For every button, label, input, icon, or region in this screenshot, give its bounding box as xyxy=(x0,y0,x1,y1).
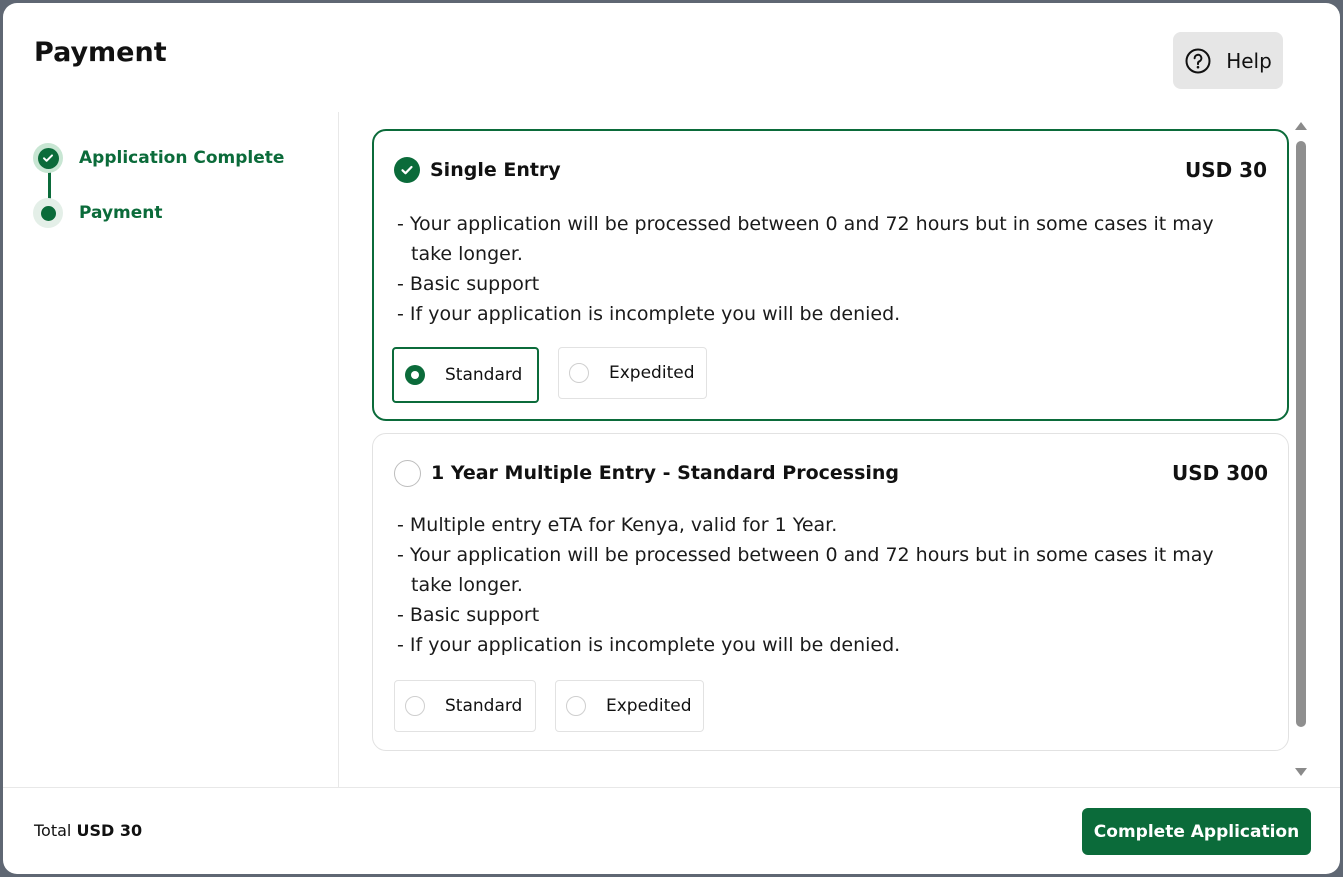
scroll-up-arrow-icon[interactable] xyxy=(1295,122,1307,130)
step-current-marker xyxy=(33,198,63,228)
step-label: Application Complete xyxy=(79,148,285,168)
plan-title: 1 Year Multiple Entry - Standard Processing xyxy=(431,462,900,484)
plan-price: USD 300 xyxy=(1172,461,1268,485)
plan-title: Single Entry xyxy=(430,159,561,181)
plan-features xyxy=(397,209,1247,329)
radio-empty-icon xyxy=(566,696,586,716)
order-total xyxy=(34,821,142,840)
help-button[interactable] xyxy=(1173,32,1283,89)
step-complete-marker xyxy=(33,143,63,173)
option-label: Expedited xyxy=(606,696,692,716)
check-icon xyxy=(42,152,54,164)
step-application-complete xyxy=(33,143,284,173)
complete-application-button[interactable]: Complete Application xyxy=(1082,808,1311,855)
payment-dialog xyxy=(3,3,1340,874)
help-label: Help xyxy=(1226,48,1272,73)
option-label: Standard xyxy=(445,365,523,385)
page-title: Payment xyxy=(34,37,167,68)
step-payment xyxy=(33,198,163,228)
radio-empty-icon xyxy=(569,363,589,383)
feature-item: - Your application will be processed between 0 and 72 hours but in some cases it may take longer. xyxy=(397,544,1214,596)
option-standard[interactable] xyxy=(392,347,539,403)
step-label: Payment xyxy=(79,203,163,223)
plan-features xyxy=(397,510,1247,660)
total-label: Total xyxy=(34,821,77,840)
plan-card-multiple-entry[interactable] xyxy=(372,433,1289,751)
option-expedited[interactable] xyxy=(555,680,704,732)
scrollbar-thumb[interactable] xyxy=(1296,141,1306,727)
radio-empty-icon xyxy=(405,696,425,716)
option-standard[interactable] xyxy=(394,680,536,732)
feature-item: - If your application is incomplete you will be denied. xyxy=(397,634,901,656)
option-label: Expedited xyxy=(609,363,695,383)
feature-item: - Basic support xyxy=(397,604,540,626)
feature-item: - If your application is incomplete you will be denied. xyxy=(397,303,901,325)
total-value: USD 30 xyxy=(76,821,143,840)
plan-radio-icon[interactable] xyxy=(394,460,421,487)
footer-divider xyxy=(3,787,1340,788)
option-label: Standard xyxy=(445,696,523,716)
option-expedited[interactable] xyxy=(558,347,707,399)
processing-options xyxy=(394,680,704,732)
plan-price: USD 30 xyxy=(1184,158,1267,182)
feature-item: - Multiple entry eTA for Kenya, valid for 1 Year. xyxy=(397,514,838,536)
plan-selected-icon[interactable] xyxy=(394,157,420,183)
scroll-down-arrow-icon[interactable] xyxy=(1295,768,1307,776)
processing-options xyxy=(392,347,707,403)
feature-item: - Basic support xyxy=(397,273,540,295)
feature-item: - Your application will be processed between 0 and 72 hours but in some cases it may take longer. xyxy=(397,213,1214,265)
plan-card-single-entry[interactable] xyxy=(372,129,1289,421)
check-icon xyxy=(400,163,414,177)
radio-selected-icon xyxy=(405,365,425,385)
sidebar-divider xyxy=(338,112,339,788)
question-circle-icon xyxy=(1184,47,1212,75)
